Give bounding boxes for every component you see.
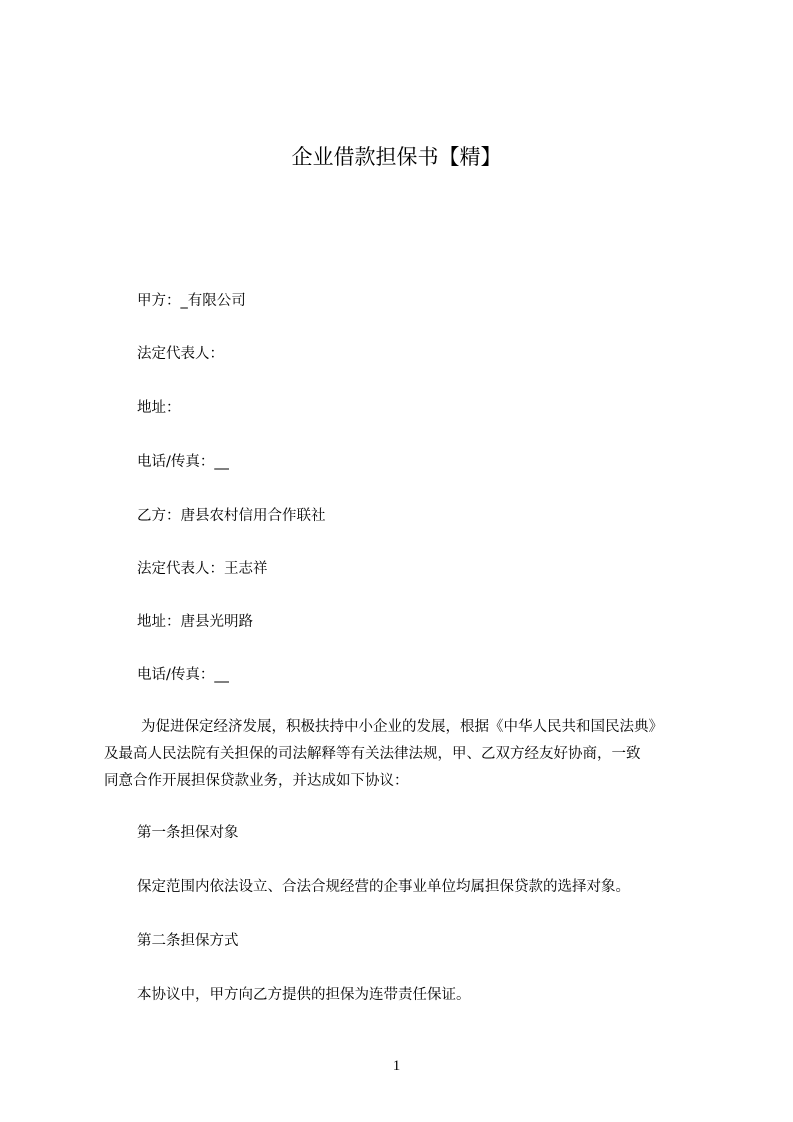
article-2-heading: 第二条担保方式 xyxy=(137,933,239,949)
party-b-address: 地址：唐县光明路 xyxy=(137,614,253,630)
party-a-representative: 法定代表人： xyxy=(137,346,224,362)
party-a-phone: 电话/传真：__ xyxy=(137,454,229,470)
document-title: 企业借款担保书【精】 xyxy=(291,145,502,169)
party-b-representative: 法定代表人：王志祥 xyxy=(137,561,268,577)
article-1-body: 保定范围内依法设立、合法合规经营的企事业单位均属担保贷款的选择对象。 xyxy=(137,879,630,895)
preamble-line-3: 同意合作开展担保贷款业务，并达成如下协议： xyxy=(104,773,409,789)
page-number: 1 xyxy=(392,1058,401,1074)
preamble-line-1: 为促进保定经济发展，积极扶持中小企业的发展，根据《中华人民共和国民法典》 xyxy=(141,719,663,735)
article-1-heading: 第一条担保对象 xyxy=(137,825,239,841)
party-b-phone: 电话/传真：__ xyxy=(137,667,229,683)
party-a-name: 甲方：_有限公司 xyxy=(137,293,246,309)
party-b-name: 乙方：唐县农村信用合作联社 xyxy=(137,508,326,524)
article-2-body: 本协议中，甲方向乙方提供的担保为连带责任保证。 xyxy=(137,987,471,1003)
preamble-line-2: 及最高人民法院有关担保的司法解释等有关法律法规，甲、乙双方经友好协商，一致 xyxy=(104,746,641,762)
party-a-address: 地址： xyxy=(137,400,181,416)
